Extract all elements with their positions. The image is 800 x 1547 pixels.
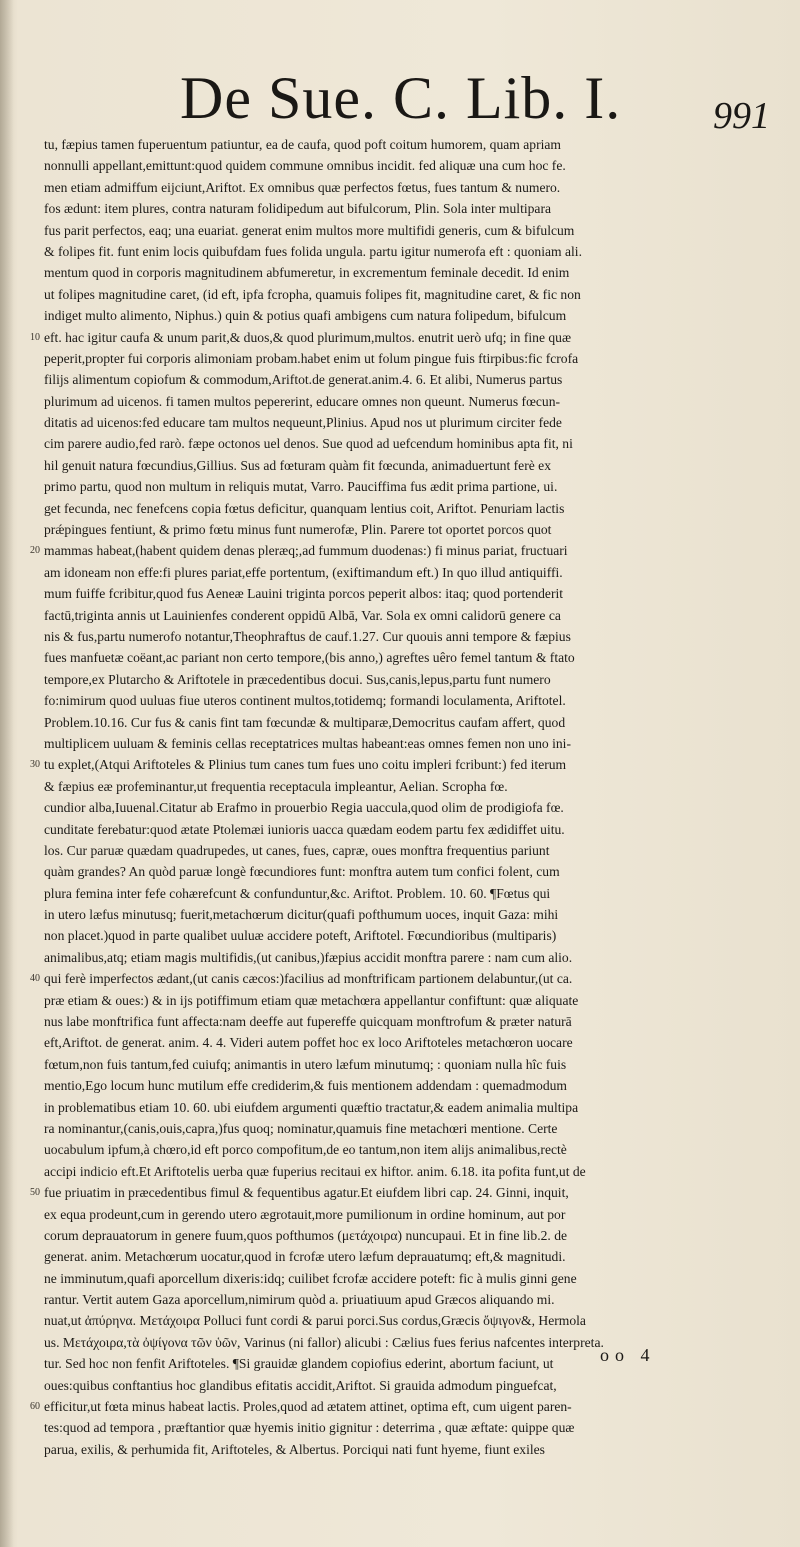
text-line bbox=[44, 1139, 772, 1160]
text-line bbox=[44, 1310, 772, 1331]
text-line bbox=[44, 840, 772, 861]
line-text: fues manfuetæ coëant,ac pariant non certo tempore,(bis anno,) agreftes uêro femel tantum & ftato bbox=[44, 650, 575, 666]
text-line bbox=[44, 1439, 772, 1460]
line-text: peperit,propter fui corporis alimoniam probam.habet enim ut folum pingue fuis ftirpibus:fic fcrofa bbox=[44, 350, 579, 366]
text-line bbox=[44, 1417, 772, 1438]
text-line bbox=[44, 369, 772, 390]
text-line bbox=[44, 904, 772, 925]
line-text: hil genuit natura fœcundius,Gillius. Sus ad fœturam quàm fit fœcunda, animaduertunt ferè ex bbox=[44, 457, 551, 473]
line-text: get fecunda, nec fenefcens copia fœtus deficitur, quanquam lentius coit, Ariftot. Penuriam lactis bbox=[44, 500, 565, 516]
text-line bbox=[30, 327, 772, 348]
line-text: ra nominantur,(canis,ouis,capra,)fus quoq; nominatur,quamuis fine metachœri mentione. Certe bbox=[44, 1120, 558, 1136]
line-text: los. Cur paruæ quædam quadrupedes, ut canes, fues, capræ, oues monftra frequentius pariunt bbox=[44, 842, 550, 858]
line-text: quàm grandes? An quòd paruæ longè fœcundiores funt: monftra autem tum confici folent, cum bbox=[44, 864, 560, 880]
line-text: filijs alimentum copiofum & commodum,Ariftot.de generat.anim.4. 6. Et alibi, Numerus partus bbox=[44, 372, 563, 388]
text-line bbox=[44, 177, 772, 198]
text-line bbox=[44, 198, 772, 219]
line-text: nus labe monftrifica funt affecta:nam deeffe aut fupereffe quicquam monftrofum & præter naturā bbox=[44, 1014, 572, 1030]
text-line bbox=[30, 540, 772, 561]
line-text: factū,triginta annis ut Lauinienfes conderent oppidū Albā, Var. Sola ex omni calidorū genere ca bbox=[44, 607, 561, 623]
text-line bbox=[44, 1375, 772, 1396]
line-text: Problem.10.16. Cur fus & canis fint tam fœcundæ & multiparæ,Democritus caufam affert, quod bbox=[44, 714, 566, 730]
line-text: præ etiam & oues:) & in ijs potiffimum etiam quæ metachœra appellantur confiftunt: quæ aliquate bbox=[44, 992, 579, 1008]
line-number-marker: 40 bbox=[30, 973, 40, 985]
line-text: animalibus,atq; etiam magis multifidis,(ut canibus,)fæpius accidit monftra parere : nam cum alio. bbox=[44, 949, 573, 965]
text-line bbox=[44, 690, 772, 711]
text-line bbox=[44, 626, 772, 647]
text-line bbox=[44, 155, 772, 176]
text-line bbox=[44, 583, 772, 604]
page-number: 991 bbox=[713, 95, 770, 137]
text-line bbox=[44, 733, 772, 754]
line-text: & fæpius eæ profeminantur,ut frequentia receptacula impleantur, Aelian. Scropha fœ. bbox=[44, 778, 508, 794]
line-number-marker: 10 bbox=[30, 331, 40, 343]
text-line bbox=[44, 776, 772, 797]
line-text: qui ferè imperfectos ædant,(ut canis cæcos:)facilius ad monftrificam partionem delabuntur,(ut ca. bbox=[44, 971, 573, 987]
line-text: tu explet,(Atqui Ariftoteles & Plinius tum canes tum fues uno coitu impleri fcribunt:) fed iterum bbox=[44, 757, 567, 773]
line-text: uocabulum ipfum,à chœro,id eft porco compofitum,de eo tantum,non item alijs animalibus,rectè bbox=[44, 1142, 567, 1158]
text-line bbox=[44, 605, 772, 626]
line-text: tu, fæpius tamen fuperuentum patiuntur, ea de caufa, quod poft coitum humorem, quam apriam bbox=[44, 137, 562, 152]
line-text: fo:nimirum quod uuluas fiue uteros continent multos,totidemq; formandi loculamenta, Ariftotel. bbox=[44, 693, 566, 709]
text-line bbox=[44, 412, 772, 433]
line-text: ne imminutum,quafi aporcellum dixeris:idq; cuilibet fcrofæ accidere poteft: fic à mulis ginni gene bbox=[44, 1270, 577, 1286]
line-text: indiget multo alimento, Niphus.) quin & potius quafi ambigens cum natura folipedum, bifulcum bbox=[44, 308, 567, 324]
line-text: primo partu, quod non multum in reliquis mutat, Varro. Pauciffima fus ædit prima partione, ui. bbox=[44, 479, 558, 495]
line-text: efficitur,ut fœta minus habeat lactis. Proles,quod ad ætatem attinet, optima eft, cum uigent paren- bbox=[44, 1399, 572, 1415]
text-line bbox=[44, 1289, 772, 1310]
line-number-marker: 20 bbox=[30, 545, 40, 557]
text-line bbox=[44, 433, 772, 454]
text-line bbox=[44, 134, 772, 155]
line-number-marker: 60 bbox=[30, 1401, 40, 1413]
body-text bbox=[30, 134, 772, 1460]
text-line bbox=[44, 1097, 772, 1118]
signature-mark: oo 4 bbox=[600, 1345, 656, 1365]
text-line bbox=[44, 1118, 772, 1139]
line-text: ditatis ad uicenos:fed educare tam multos nequeunt,Plinius. Apud nos ut plurimum circiter fede bbox=[44, 415, 562, 431]
text-line bbox=[44, 1268, 772, 1289]
text-line bbox=[44, 391, 772, 412]
line-text: mentio,Ego locum hunc mutilum effe crediderim,& fuis mentionem addendam : quemadmodum bbox=[44, 1078, 567, 1094]
text-line bbox=[44, 305, 772, 326]
running-title: De Sue. C. Lib. I. bbox=[180, 65, 622, 131]
line-text: plurimum ad uicenos. fi tamen multos pepererint, educare omnes non queunt. Numerus fœcun- bbox=[44, 393, 561, 409]
line-text: am idoneam non effe:fi plures pariat,effe portentum, (exiftimandum eft.) In quo illud antiquiffi. bbox=[44, 564, 563, 580]
line-text: men etiam admiffum eijciunt,Ariftot. Ex omnibus quæ perfectos fœtus, fues tantum & numero. bbox=[44, 179, 561, 195]
text-line bbox=[44, 1225, 772, 1246]
line-text: eft,Ariftot. de generat. anim. 4. 4. Videri autem poffet hoc ex loco Ariftoteles metachœron uocare bbox=[44, 1035, 573, 1051]
line-text: mum fuiffe fcribitur,quod fus Aeneæ Lauini triginta porcos peperit albos: itaq; quod portenderit bbox=[44, 586, 564, 602]
line-text: ut folipes magnitudine caret, (id eft, ipfa fcropha, quamuis folipes fit, magnitudine caret, & fic non bbox=[44, 286, 581, 302]
text-line bbox=[44, 241, 772, 262]
text-line bbox=[30, 1396, 772, 1417]
line-text: in utero læfus minutusq; fuerit,metachœrum dicitur(quafi pofthumum uoces, inquit Gaza: mihi bbox=[44, 907, 559, 923]
line-text: mentum quod in corporis magnitudinem abfumeretur, in excrementum feminale decedit. Id enim bbox=[44, 265, 570, 281]
text-line bbox=[44, 562, 772, 583]
text-line bbox=[44, 1032, 772, 1053]
line-text: plura femina inter fefe cohærefcunt & confunduntur,&c. Ariftot. Problem. 10. 60. ¶Fœtus qui bbox=[44, 885, 551, 901]
line-text: oues:quibus conftantius hoc glandibus efitatis accidit,Ariftot. Si grauida admodum pinguefcat, bbox=[44, 1377, 557, 1393]
text-line bbox=[44, 455, 772, 476]
text-line bbox=[44, 669, 772, 690]
text-line bbox=[44, 1075, 772, 1096]
line-text: eft. hac igitur caufa & unum parit,& duos,& quod plurimum,multos. enutrit uerò ufq; in fine quæ bbox=[44, 329, 572, 345]
text-line bbox=[44, 797, 772, 818]
line-text: tes:quod ad tempora , præftantior quæ hyemis initio gignitur : deterrima , quæ æftate: quippe quæ bbox=[44, 1420, 575, 1436]
text-line bbox=[44, 1353, 772, 1374]
text-line bbox=[44, 476, 772, 497]
line-text: nuat,ut ἀπύρηνα. Μετάχοιρα Polluci funt cordi & parui porci.Sus cordus,Græcis ὄψιγον&, Hermola bbox=[44, 1313, 586, 1329]
text-line bbox=[44, 990, 772, 1011]
text-line bbox=[44, 1011, 772, 1032]
text-line bbox=[44, 883, 772, 904]
text-line bbox=[44, 262, 772, 283]
text-line bbox=[44, 348, 772, 369]
line-text: fœtum,non fuis tantum,fed cuiufq; animantis in utero læfum minutumq; : quoniam nulla hîc fuis bbox=[44, 1056, 567, 1072]
text-line bbox=[44, 819, 772, 840]
line-text: nis & fus,partu numerofo notantur,Theophraftus de cauf.1.27. Cur quouis anni tempore & fæpius bbox=[44, 628, 571, 644]
line-text: accipi indicio eft.Et Ariftotelis uerba quæ fuperius recitaui ex hiftor. anim. 6.18. ita pofita funt,ut de bbox=[44, 1163, 586, 1179]
line-text: cunditate ferebatur:quod ætate Ptolemæi iunioris uacca quædam eodem partu fex ædidiffet uitu. bbox=[44, 821, 565, 837]
line-text: cundior alba,Iuuenal.Citatur ab Erafmo in prouerbio Regia uaccula,quod olim de prodigiofa fœ. bbox=[44, 800, 564, 816]
line-text: parua, exilis, & perhumida fit, Ariftoteles, & Albertus. Porciqui nati funt hyeme, fiunt exiles bbox=[44, 1441, 545, 1457]
line-text: rantur. Vertit autem Gaza aporcellum,nimirum quòd a. priuatiuum apud Græcos aliquando mi. bbox=[44, 1292, 555, 1308]
line-text: fus parit perfectos, eaq; una euariat. generat enim multos more multifidi generis, cum & bifulcum bbox=[44, 222, 575, 238]
line-text: fue priuatim in præcedentibus fimul & fequentibus agatur.Et eiufdem libri cap. 24. Ginni, inquit, bbox=[44, 1185, 569, 1201]
text-line bbox=[30, 968, 772, 989]
text-line bbox=[44, 284, 772, 305]
line-text: nonnulli appellant,emittunt:quod quidem commune omnibus incidit. fed aliquæ una cum hoc fe. bbox=[44, 158, 566, 174]
line-text: mammas habeat,(habent quidem denas pleræq;,ad fummum duodenas:) fi minus pariat, fructuari bbox=[44, 543, 568, 559]
text-line bbox=[44, 1246, 772, 1267]
gutter-shadow bbox=[0, 0, 14, 1547]
line-text: cim parere audio,fed rarò. fæpe octonos uel denos. Sue quod ad uefcendum hominibus apta fit, ni bbox=[44, 436, 573, 452]
text-line bbox=[44, 947, 772, 968]
line-text: us. Μετάχοιρα,τὰ ὀψίγονα τῶν ὑῶν, Varinus (ni fallor) alicubi : Cælius fues ferius nafcentes interpreta. bbox=[44, 1334, 604, 1350]
line-number-marker: 50 bbox=[30, 1187, 40, 1199]
line-text: ex equa prodeunt,cum in gerendo utero ægrotauit,more pumilionum in ordine hominum, aut por bbox=[44, 1206, 566, 1222]
line-text: fos ædunt: item plures, contra naturam folidipedum aut bifulcorum, Plin. Sola inter multipara bbox=[44, 201, 552, 217]
line-text: in problematibus etiam 10. 60. ubi eiufdem argumenti quæftio tractatur,& eadem animalia multipa bbox=[44, 1099, 579, 1115]
line-text: corum deprauatorum in genere fuum,quos pofthumos (μετάχοιρα) nuncupaui. Et in fine lib.2. de bbox=[44, 1227, 568, 1243]
text-line bbox=[44, 1204, 772, 1225]
text-line bbox=[44, 1054, 772, 1075]
text-line bbox=[44, 1161, 772, 1182]
line-number-marker: 30 bbox=[30, 759, 40, 771]
page-header bbox=[180, 64, 770, 137]
line-text: generat. anim. Metachœrum uocatur,quod in fcrofæ utero læfum deprauatumq; eft,& magnitudi. bbox=[44, 1249, 566, 1265]
text-line bbox=[30, 754, 772, 775]
line-text: non placet.)quod in parte qualibet uuluæ accidere poteft, Ariftotel. Fœcundioribus (multiparis) bbox=[44, 928, 557, 944]
text-line bbox=[44, 861, 772, 882]
text-line bbox=[44, 925, 772, 946]
text-line bbox=[30, 1182, 772, 1203]
text-line bbox=[44, 519, 772, 540]
text-line bbox=[44, 647, 772, 668]
line-text: & folipes fit. funt enim locis quibufdam fues folida ungula. partu igitur numerofa eft : quoniam ali. bbox=[44, 243, 582, 259]
line-text: tur. Sed hoc non fenfit Ariftoteles. ¶Si grauidæ glandem copiofius ederint, abortum faciunt, ut bbox=[44, 1356, 554, 1372]
line-text: multiplicem uuluam & feminis cellas receptatrices multas habeant:eas omnes femen non uno ini- bbox=[44, 735, 571, 751]
text-line bbox=[44, 220, 772, 241]
text-line bbox=[44, 712, 772, 733]
text-line bbox=[44, 1332, 772, 1353]
line-text: tempore,ex Plutarcho & Ariftotele in præcedentibus docui. Sus,canis,lepus,partu funt numero bbox=[44, 671, 551, 687]
line-text: prǽpingues fentiunt, & primo fœtu minus funt numerofæ, Plin. Parere tot oportet porcos quot bbox=[44, 522, 552, 538]
text-line bbox=[44, 498, 772, 519]
